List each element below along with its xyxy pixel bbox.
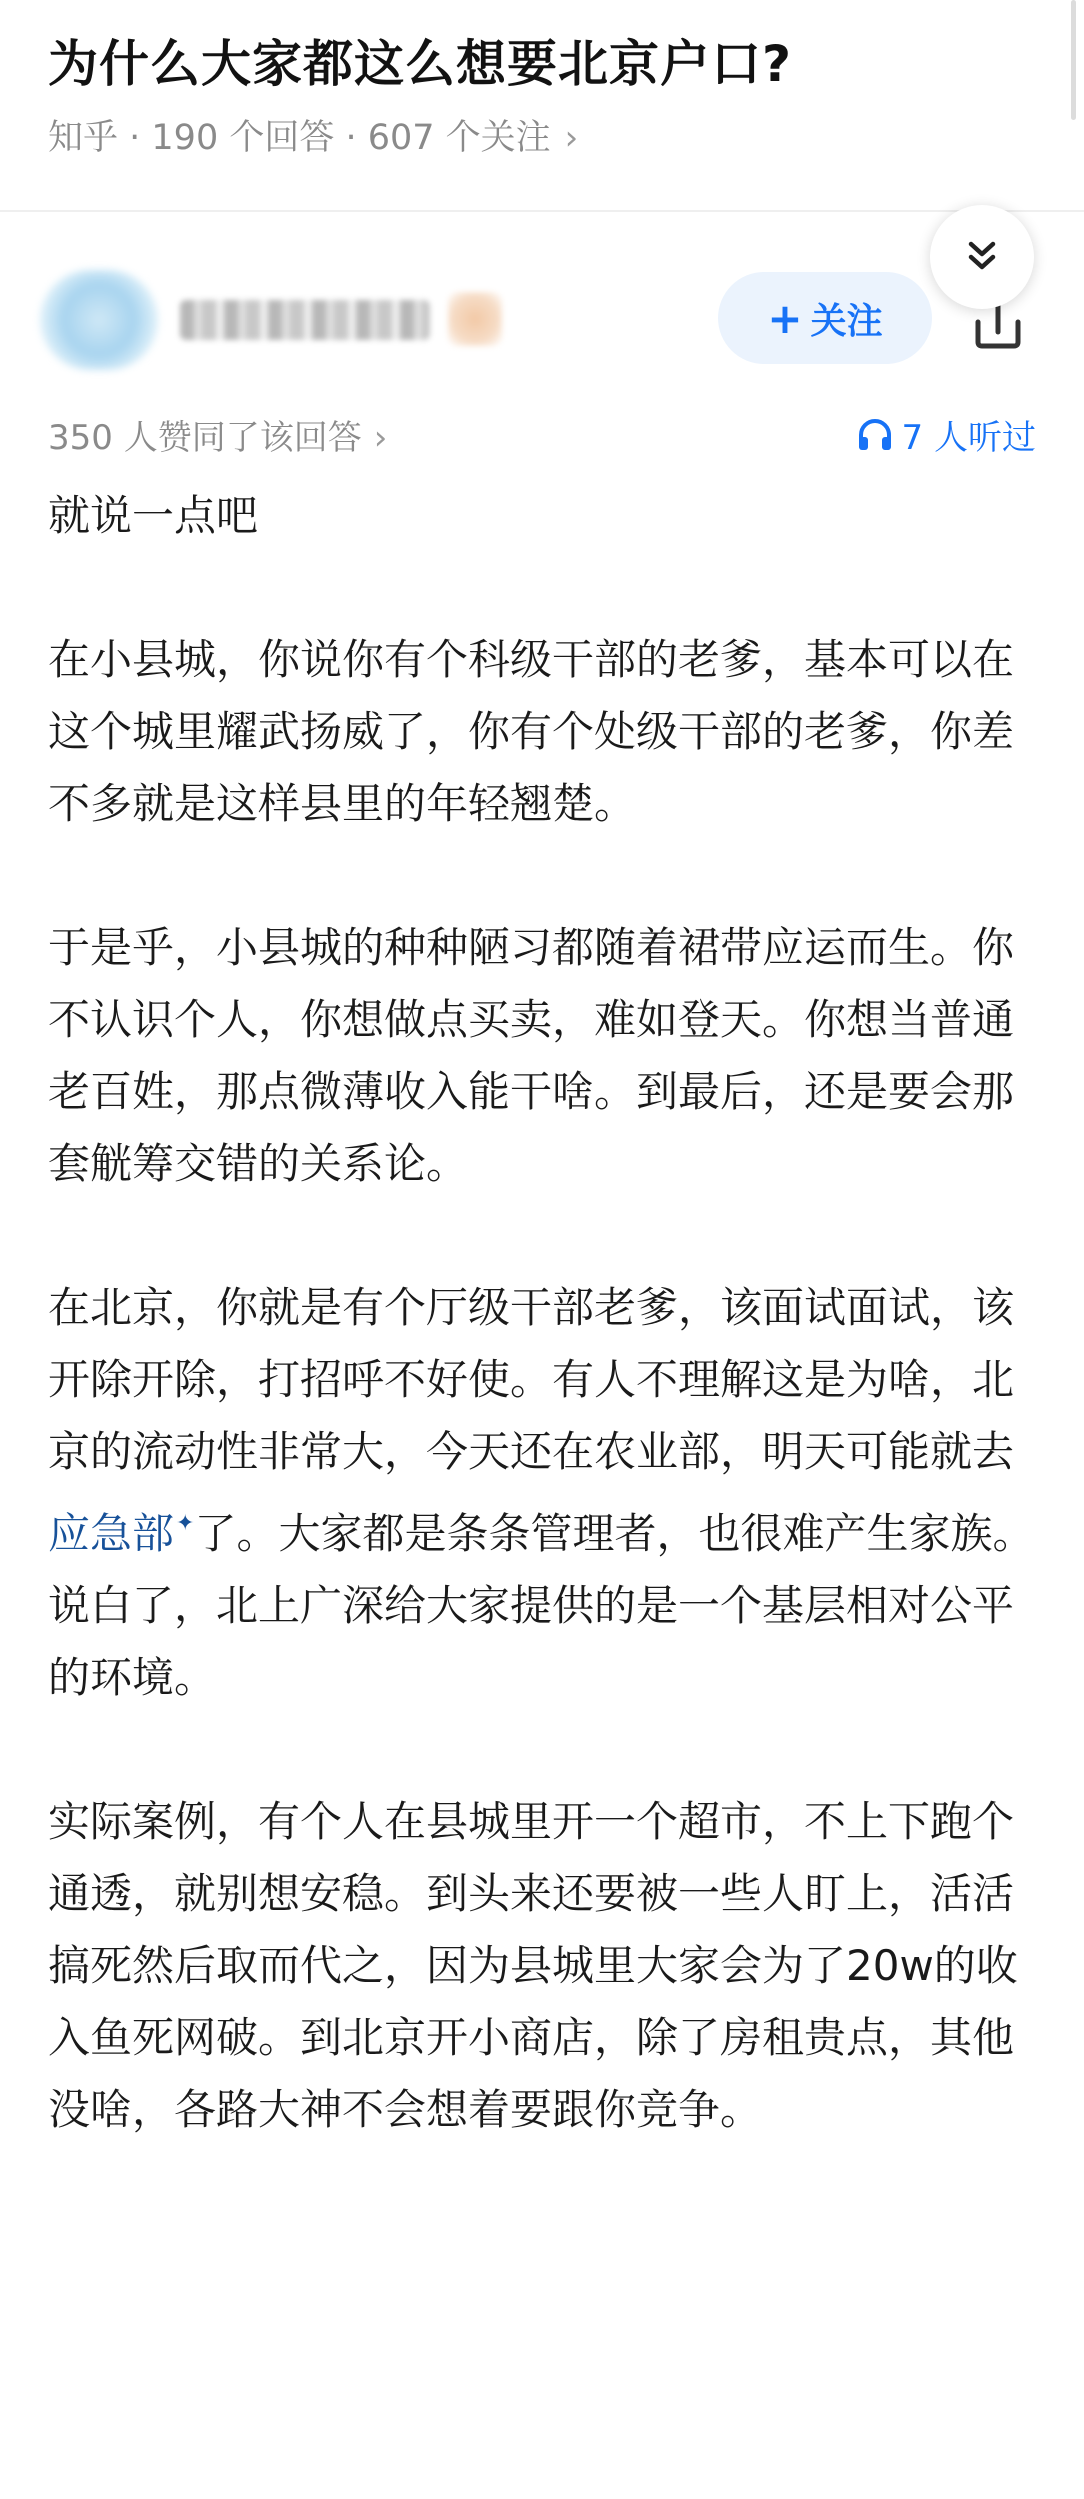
source-label: 知乎: [48, 118, 119, 158]
collapse-button[interactable]: [930, 205, 1034, 309]
author-name[interactable]: [180, 300, 430, 340]
listen-button[interactable]: [856, 410, 1036, 459]
paragraph-text: 了。大家都是条条管理者，也很难产生家族。说白了，北上广深给大家提供的是一个基层相对公平的环境。: [48, 1509, 1035, 1702]
follow-label: 关注: [810, 300, 883, 342]
chevron-right-icon: ›: [373, 418, 388, 458]
answer-count: 190 个回答: [151, 118, 335, 158]
vote-summary[interactable]: [48, 410, 387, 459]
question-header: [0, 0, 1084, 212]
follow-count: 607 个关注: [367, 118, 551, 158]
meta-separator: ·: [118, 118, 152, 158]
avatar[interactable]: [40, 270, 158, 370]
question-meta[interactable]: [48, 110, 578, 160]
author-row: [0, 250, 1084, 390]
listen-count: 7 人听过: [901, 418, 1036, 458]
search-sparkle-icon: ✦: [176, 1511, 195, 1536]
answer-paragraph: 在小县城，你说你有个科级干部的老爹，基本可以在这个城里耀武扬威了，你有个处级干部的老爹，你差不多就是这样县里的年轻翘楚。: [48, 635, 1015, 828]
vote-count: 350 人赞同了该回答: [48, 418, 362, 458]
meta-separator: ·: [334, 118, 368, 158]
double-chevron-down-icon: [962, 237, 1002, 277]
keyword-link-text: 应急部: [48, 1509, 175, 1558]
answer-paragraph: 于是乎，小县城的种种陋习都随着裙带应运而生。你不认识个人，你想做点买卖，难如登天。你想当普通老百姓，那点微薄收入能干啥。到最后，还是要会那套觥筹交错的关系论。: [48, 923, 1015, 1188]
answer-paragraph: [48, 1272, 1038, 1714]
question-title[interactable]: 为什么大家都这么想要北京户口?: [48, 35, 793, 93]
answer-stats: [0, 400, 1084, 460]
follow-button[interactable]: [718, 272, 932, 364]
chevron-right-icon: ›: [564, 118, 579, 158]
answer-paragraph: 实际案例，有个人在县城里开一个超市，不上下跑个通透，就别想安稳。到头来还要被一些人盯上，活活搞死然后取而代之，因为县城里大家会为了20w的收入鱼死网破。到北京开小商店，除了房租贵点，其他没啥，各路大神不会想着要跟你竞争。: [48, 1797, 1018, 2134]
plus-icon: +: [767, 293, 803, 343]
scrollbar[interactable]: [1071, 0, 1076, 120]
answer-paragraph: 就说一点吧: [48, 491, 259, 540]
headphones-icon: [856, 416, 894, 454]
answer-content: [48, 480, 1038, 2218]
paragraph-text: 在北京，你就是有个厅级干部老爹，该面试面试，该开除开除，打招呼不好使。有人不理解这是为啥，北京的流动性非常大，今天还在农业部，明天可能就去: [48, 1283, 1015, 1476]
author-badge-icon: [448, 292, 502, 346]
header-divider: [0, 210, 1084, 212]
keyword-link[interactable]: [48, 1509, 194, 1558]
